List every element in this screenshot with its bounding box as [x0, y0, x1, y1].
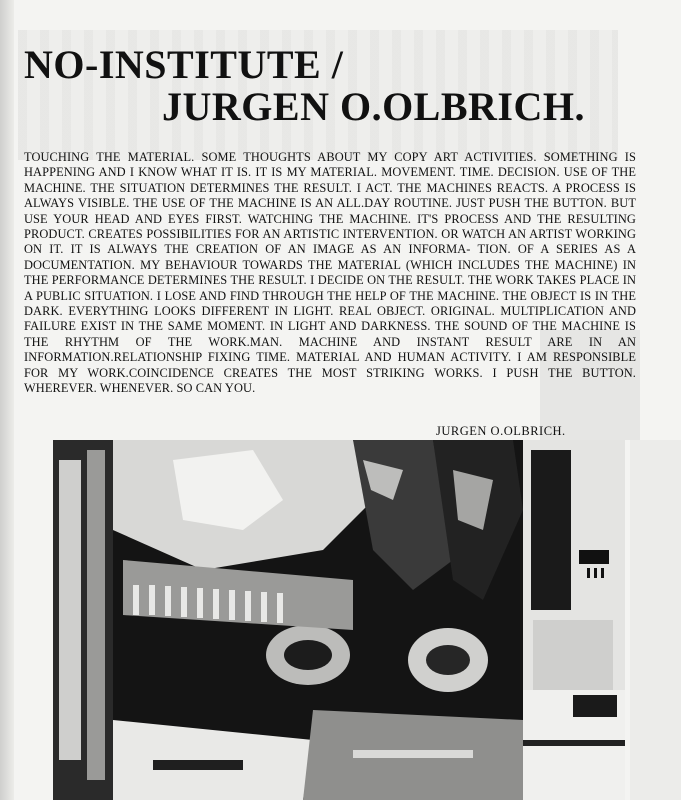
show-through-right-margin — [630, 440, 681, 800]
body-text: TOUCHING THE MATERIAL. SOME THOUGHTS ABOUT MY COPY ART ACTIVITIES. SOMETHING IS HAPPENING AND I KNOW WHAT IT IS. IT IS MY MATERIAL. MOVEMENT. TIME. DECISION. USE OF THE MACHINE. THE SITUATION DETERMINES THE RESULT. I ACT. THE MACHINES REACTS. A PROCESS IS ALWAYS VISIBLE. THE USE OF THE MACHINE IS AN ALL.DAY ROUTINE. JUST PUSH THE BUTTON. BUT USE YOUR HEAD AND EYES FIRST. WATCHING THE MACHINE. IT'S PROCESS AND THE RESULTING PRODUCT. CREATES POSSIBILITIES FOR AN ARTISTIC INTERVENTION. OR WATCH AN ARTIST WORKING ON IT. IT IS ALWAYS THE CREATION OF AN IMAGE AS AN INFORMA- TION. OF A SERIES AS A DOCUMENTATION. MY BEHAVIOUR TOWARDS THE MATERIAL (WHICH INCLUDES THE MACHINE) IN THE PERFORMANCE DETERMINES THE RESULT. I DECIDE ON THE RESULT. THE WORK TAKES PLACE IN A PUBLIC SITUATION. I LOSE AND FIND THROUGH THE HELP OF THE MACHINE. THE OBJECT IS IN THE DARK. EVERYTHING LOOKS DIFFERENT IN LIGHT. REAL OBJECT. ORIGINAL. MULTIPLICATION AND FAILURE EXIST IN THE SAME MOMENT. IN LIGHT AND DARKNESS. THE SOUND OF THE MACHINE IS THE RHYTHM OF THE WORK.MAN. MACHINE AND INSTANT RESULT ARE IN AN INFORMATION.RELATIONSHIP FIXING TIME. MATERIAL AND HUMAN ACTIVITY. I AM RESPONSIBLE FOR MY WORK.COINCIDENCE CREATES THE MOST STRIKING WORKS. I PUSH THE BUTTON. WHEREVER. WHENEVER. SO CAN YOU. — [24, 150, 636, 396]
page-binding-edge — [0, 0, 14, 800]
photocopy-image — [53, 440, 625, 800]
page-title — [24, 44, 585, 128]
photocopy-illustration — [53, 440, 625, 800]
title-line-1: NO-INSTITUTE / — [24, 42, 344, 87]
title-line-2: JURGEN O.OLBRICH. — [162, 84, 585, 129]
signature: JURGEN O.OLBRICH. — [436, 424, 566, 438]
